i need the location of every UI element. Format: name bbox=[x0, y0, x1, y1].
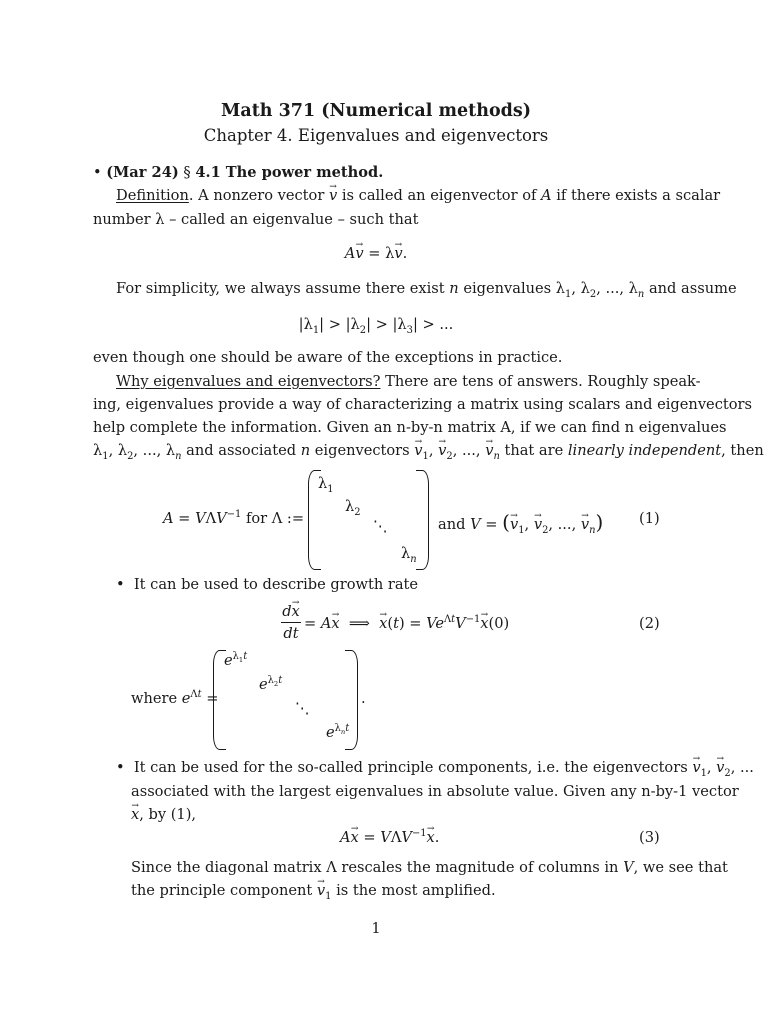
why-line3: help complete the information. Given an n-by-n matrix A, if we can find n eigenvalues bbox=[93, 419, 727, 436]
growth-text: It can be used to describe growth rate bbox=[133, 576, 419, 593]
where-label: where $e^{\Lambda t}$ = bbox=[131, 689, 219, 707]
exceptions-line: even though one should be aware of the exceptions in practice. bbox=[93, 349, 563, 366]
section-title: 4.1 The power method. bbox=[195, 164, 384, 181]
eq-A: A bbox=[344, 245, 356, 262]
var-A: A bbox=[541, 187, 552, 204]
section-sign: § bbox=[183, 164, 191, 181]
why-line1 bbox=[116, 373, 701, 390]
page-number: 1 bbox=[371, 920, 381, 937]
principal-text: , by (1), bbox=[139, 806, 197, 823]
var-v: → v bbox=[329, 187, 337, 204]
definition-text: . A nonzero vector bbox=[188, 187, 325, 204]
eq3-number: (3) bbox=[639, 829, 660, 846]
definition-line1 bbox=[116, 187, 720, 204]
eq-rhs: = λ bbox=[368, 245, 395, 262]
eq1-lhs: $A = V\Lambda V^{-1}$ for Λ := bbox=[163, 509, 305, 527]
principal-text: It can be used for the so-called principle components, i.e. the eigenvectors bbox=[133, 759, 688, 776]
eq-v: → v bbox=[355, 245, 363, 262]
eq1-diag-dots: ⋱ bbox=[373, 518, 388, 535]
ellipsis: ... bbox=[740, 759, 754, 776]
principal-line3: → x, by (1), bbox=[131, 806, 196, 823]
principal-line2: associated with the largest eigenvalues in absolute value. Given any n-by-1 vector bbox=[131, 783, 739, 800]
why-heading: Why eigenvalues and eigenvectors? bbox=[116, 373, 381, 390]
why-text: , then bbox=[721, 442, 764, 459]
section-date: (Mar 24) bbox=[106, 164, 179, 181]
eq1-number: (1) bbox=[639, 510, 660, 527]
why-line4: $\lambda_1$, $\lambda_2$, ..., $\lambda_n$ and associated n eigenvectors → $v_1$, → $v_2$, ..., → $v_n$ that are linearly independent, then bbox=[93, 442, 764, 459]
growth-frac: d→ x dt bbox=[281, 603, 301, 642]
where-diag-dots: ⋱ bbox=[295, 700, 310, 717]
bullet: • bbox=[93, 164, 102, 181]
simplicity-line bbox=[116, 280, 737, 300]
why-line2: ing, eigenvalues provide a way of characterizing a matrix using scalars and eigenvectors bbox=[93, 396, 752, 413]
eq1-diag-n: $\lambda_n$ bbox=[401, 545, 417, 565]
why-text: that are bbox=[504, 442, 564, 459]
eigen-list: eigenvalues $\lambda_1$, $\lambda_2$, ..., $\lambda_n$ bbox=[463, 280, 645, 300]
ordering-equation: $|\lambda_1| > |\lambda_2| > |\lambda_3|$ > ... bbox=[298, 316, 454, 336]
var-n: n bbox=[449, 280, 459, 297]
where-diag-1: $e^{\lambda_1t}$ bbox=[224, 651, 248, 669]
bullet: • bbox=[116, 759, 125, 776]
simplicity-text: For simplicity, we always assume there exist bbox=[116, 280, 445, 297]
principal-text: Since the diagonal matrix Λ rescales the magnitude of columns in bbox=[131, 859, 619, 876]
where-period: . bbox=[361, 690, 366, 707]
principal-line5: the principle component → $v_1$ is the most amplified. bbox=[131, 882, 496, 899]
eq-v2: → v bbox=[394, 245, 402, 262]
bullet: • bbox=[116, 576, 125, 593]
eq-where-right-paren bbox=[345, 650, 358, 750]
definition-line2: number λ – called an eigenvalue – such that bbox=[93, 211, 419, 228]
growth-bullet bbox=[116, 576, 418, 593]
eq3: $A\to x = V\Lambda V^{-1}\to x$. bbox=[340, 829, 439, 846]
principal-line4 bbox=[131, 859, 728, 876]
eq1-and-V: and V = (→ $v_1$, → $v_2$, ..., → $v_n$) bbox=[438, 510, 603, 534]
where-diag-2: $e^{\lambda_2t}$ bbox=[259, 675, 283, 693]
page-title: Math 371 (Numerical methods) bbox=[221, 101, 531, 121]
definition-label: Definition bbox=[116, 187, 189, 204]
section-heading bbox=[93, 164, 383, 181]
eq-end: . bbox=[402, 245, 408, 262]
eq1-diag-2: $\lambda_2$ bbox=[345, 498, 361, 518]
eq1-right-paren bbox=[416, 470, 429, 570]
why-text: There are tens of answers. Roughly speak- bbox=[380, 373, 701, 390]
eq2-number: (2) bbox=[639, 615, 660, 632]
principal-text: is the most amplified. bbox=[336, 882, 496, 899]
simplicity-text: and assume bbox=[648, 280, 737, 297]
principal-text: , we see that bbox=[633, 859, 728, 876]
eq1-diag-1: $\lambda_1$ bbox=[318, 475, 334, 495]
principal-line1: • It can be used for the so-called principle components, i.e. the eigenvectors → $v_1$, → $v_2$, ... bbox=[116, 759, 754, 776]
growth-equation: = A→ x ⟹ → $x(t) = Ve^{\Lambda t}V^{-1}\to x(0)$ bbox=[304, 615, 509, 632]
var-V: V bbox=[623, 859, 634, 876]
definition-text: is called an eigenvector of bbox=[341, 187, 537, 204]
eigen-equation bbox=[0, 245, 752, 262]
where-diag-n: $e^{\lambda_nt}$ bbox=[326, 723, 350, 741]
definition-text: if there exists a scalar bbox=[556, 187, 721, 204]
chapter-subtitle: Chapter 4. Eigenvalues and eigenvectors bbox=[203, 126, 549, 145]
linearly-independent: linearly independent bbox=[567, 442, 722, 459]
principal-text: the principle component bbox=[131, 882, 313, 899]
